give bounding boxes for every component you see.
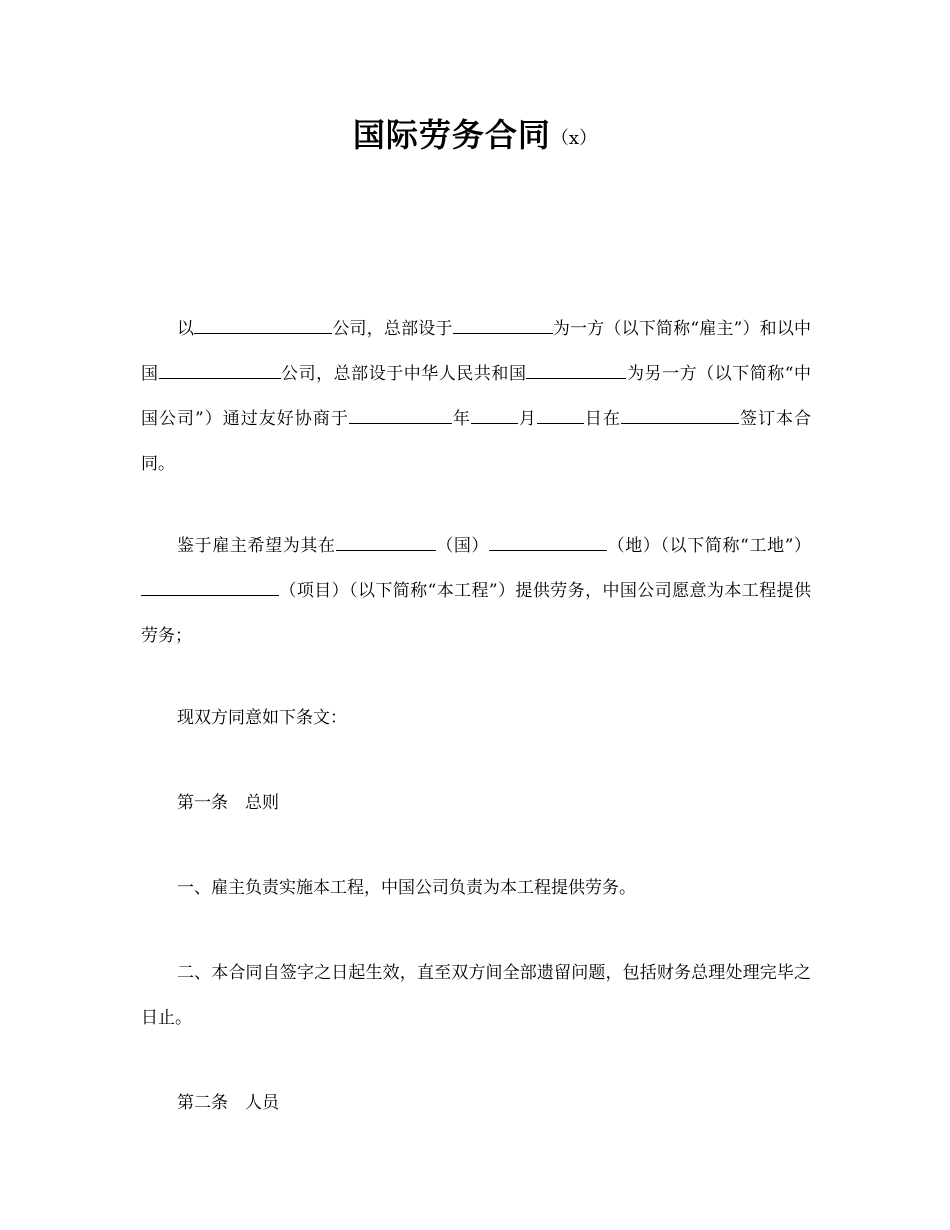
blank-location	[489, 535, 607, 551]
text: 签订本合同。	[141, 409, 812, 474]
paragraph-whereas	[141, 524, 811, 659]
paragraph-parties	[141, 307, 811, 487]
text: （地）（以下简称“工地”）	[607, 536, 811, 556]
paragraph-agreement: 现双方同意如下条文：	[177, 708, 347, 728]
text: 为另一方（以下简称“中国公司”）通过友好协商于	[141, 364, 811, 429]
article-1-clause-1: 一、雇主负责实施本工程，中国公司负责为本工程提供劳务。	[177, 878, 636, 898]
blank-chinese-hq	[526, 363, 626, 379]
blank-day	[537, 408, 584, 424]
text: 月	[517, 409, 537, 429]
article-1-heading: 第一条 总则	[177, 793, 279, 813]
text: 公司，总部设于	[332, 319, 453, 339]
text: 日在	[583, 409, 621, 429]
text: 鉴于雇主希望为其在	[177, 536, 336, 556]
text: （国）	[435, 536, 490, 556]
blank-employer-company	[194, 318, 332, 334]
blank-signing-place	[621, 408, 739, 424]
document-title	[0, 113, 950, 163]
blank-chinese-company	[159, 363, 281, 379]
blank-month	[471, 408, 518, 424]
article-1-clause-2: 二、本合同自签字之日起生效，直至双方间全部遗留问题，包括财务总理处理完毕之日止。	[141, 963, 811, 1028]
text: 公司，总部设于中华人民共和国	[280, 364, 527, 384]
text: （项目）（以下简称“本工程”）提供劳务，中国公司愿意为本工程提供劳务；	[141, 581, 811, 646]
article-2-heading: 第二条 人员	[177, 1093, 279, 1113]
title-sub: （x）	[550, 128, 598, 149]
title-main: 国际劳务合同	[352, 116, 551, 154]
blank-project	[141, 580, 279, 596]
text: 以	[177, 319, 195, 339]
blank-employer-hq	[453, 318, 553, 334]
blank-country	[336, 535, 436, 551]
text: 年	[451, 409, 471, 429]
text: 为一方（以下简称“雇主”）和以中国	[141, 319, 812, 384]
blank-year	[349, 408, 452, 424]
